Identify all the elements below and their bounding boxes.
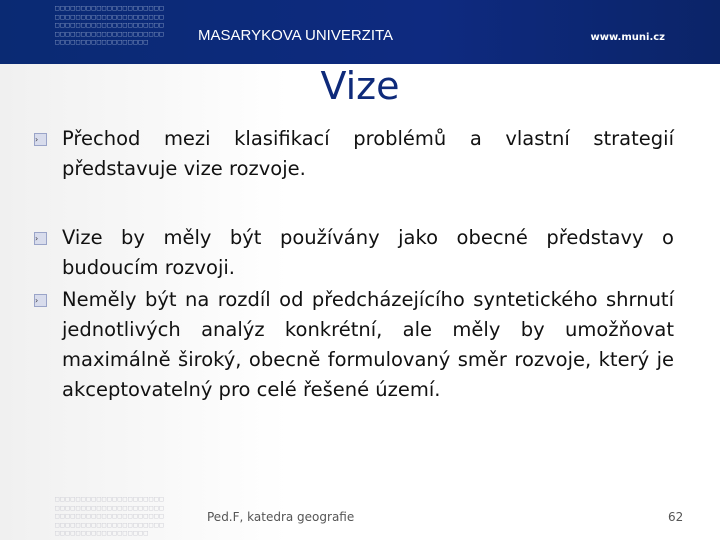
bullet-item	[35, 223, 674, 283]
bullet-item	[35, 124, 674, 184]
arrow-bullet-icon: ›	[34, 133, 47, 146]
slide-title: Vize	[320, 64, 400, 108]
bullet-item	[35, 285, 674, 405]
bullet-text: Vize by měly být používány jako obecné představy o budoucím rozvoji.	[62, 226, 674, 279]
university-name: MASARYKOVA UNIVERZITA	[198, 27, 394, 44]
dot-pattern-logo: □□□□□□□□□□□□□□□□□□□□□□□□□□□□□□□□□□□□□□□□□□□□□□□□□□□□□□□□□□□□□□□□□□□□□□□□□□□□□□□□□□□□□□□□□□□□□□□□□□□□□□	[55, 4, 165, 46]
page-number: 62	[668, 510, 684, 524]
bullet-text: Neměly být na rozdíl od předcházejícího syntetického shrnutí jednotlivých analýz konkrétní, ale měly by umožňovat maximálně široký, obecně formulovaný směr rozvoje, který je akceptovatelný pro celé řešené území.	[62, 288, 674, 401]
arrow-bullet-icon: ›	[34, 294, 47, 307]
arrow-bullet-icon: ›	[34, 232, 47, 245]
footer-text: Ped.F, katedra geografie	[207, 510, 355, 524]
header-banner	[0, 0, 720, 64]
website-url: www.muni.cz	[590, 32, 665, 43]
dot-pattern-footer: □□□□□□□□□□□□□□□□□□□□□□□□□□□□□□□□□□□□□□□□□□□□□□□□□□□□□□□□□□□□□□□□□□□□□□□□□□□□□□□□□□□□□□□□□□□□□□□□□□□□□□	[55, 495, 165, 537]
bullet-text: Přechod mezi klasifikací problémů a vlastní strategií představuje vize rozvoje.	[62, 127, 674, 180]
